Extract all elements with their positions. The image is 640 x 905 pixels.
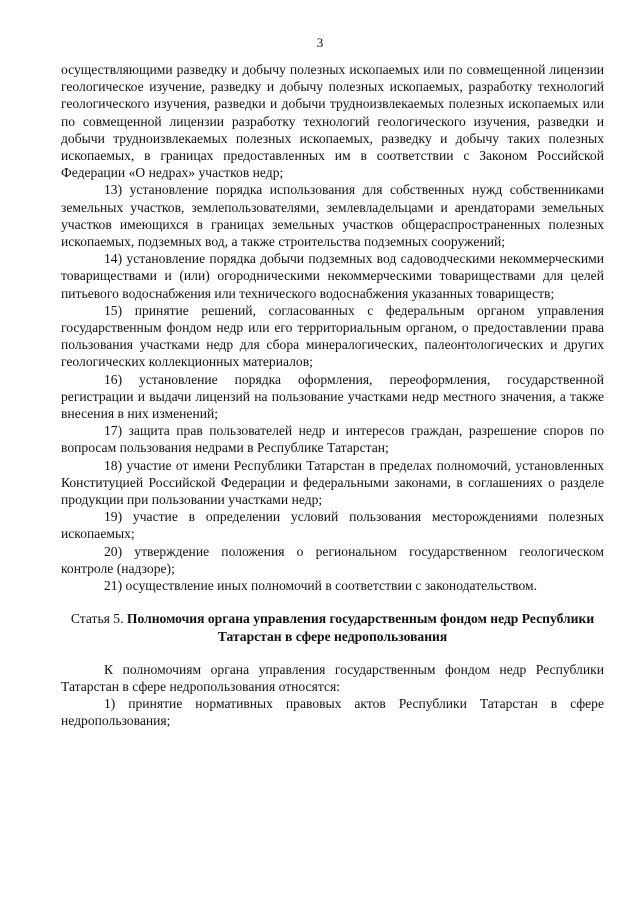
- list-item-15: 15) принятие решений, согласованных с федеральным органом управления государственным фондом недр или его территориальным органом, о предоставлении права пользования участками недр для сбора минералогических, палеонтологических и других геологических коллекционных материалов;: [61, 302, 604, 370]
- list-item-14: 14) установление порядка добычи подземных вод садоводческими некоммерческими товариществами и (или) огородническими некоммерческими товариществами для целей питьевого водоснабжения или технического водоснабжения указанных товариществ;: [61, 251, 604, 301]
- list-item-18: 18) участие от имени Республики Татарстан в пределах полномочий, установленных Конституцией Российской Федерации и федеральными законами, в соглашениях о разделе продукции при пользовании участками недр;: [61, 457, 604, 508]
- article-heading: [61, 610, 604, 644]
- document-body: [61, 61, 604, 730]
- list-item-13: 13) установление порядка использования для собственных нужд собственниками земельных участков, землепользователями, землевладельцами и арендаторами земельных участков имеющихся в границах земельных участков общераспространенных полезных ископаемых, подземных вод, а также строительства подземных сооружений;: [61, 182, 604, 250]
- list-item-21: 21) осуществление иных полномочий в соответствии с законодательством.: [104, 578, 538, 594]
- list-item-17: 17) защита прав пользователей недр и интересов граждан, разрешение споров по вопросам пользования недрами в Республике Татарстан;: [61, 423, 604, 456]
- list-item-1: 1) принятие нормативных правовых актов Республики Татарстан в сфере недропользования;: [61, 696, 604, 729]
- paragraph-intro: К полномочиям органа управления государственным фондом недр Республики Татарстан в сфере недропользования относятся:: [61, 661, 604, 694]
- page-number: 3: [316, 35, 324, 50]
- list-item-20: 20) утверждение положения о региональном государственном геологическом контроле (надзоре);: [61, 543, 604, 576]
- article-title: Полномочия органа управления государственным фондом недр Республики Татарстан в сфере недропользования: [126, 611, 595, 644]
- list-item-19: 19) участие в определении условий пользования месторождениями полезных ископаемых;: [61, 509, 604, 542]
- article-label: Статья 5.: [70, 611, 124, 627]
- list-item-16: 16) установление порядка оформления, переоформления, государственной регистрации и выдачи лицензий на пользование участками недр местного значения, а также внесения в них изменений;: [61, 371, 604, 422]
- paragraph-continuation: осуществляющими разведку и добычу полезных ископаемых или по совмещенной лицензии геологическое изучение, разведку и добычу полезных ископаемых, разработку технологий геологического изучения, разведки и добычи трудноизвлекаемых полезных ископаемых или по совмещенной лицензии разработку технологий геологического изучения, разведки и добычи трудноизвлекаемых полезных ископаемых, разведку и добычу таких полезных ископаемых, в границах предоставленных им в соответствии с Законом Российской Федерации «О недрах» участков недр;: [61, 62, 604, 181]
